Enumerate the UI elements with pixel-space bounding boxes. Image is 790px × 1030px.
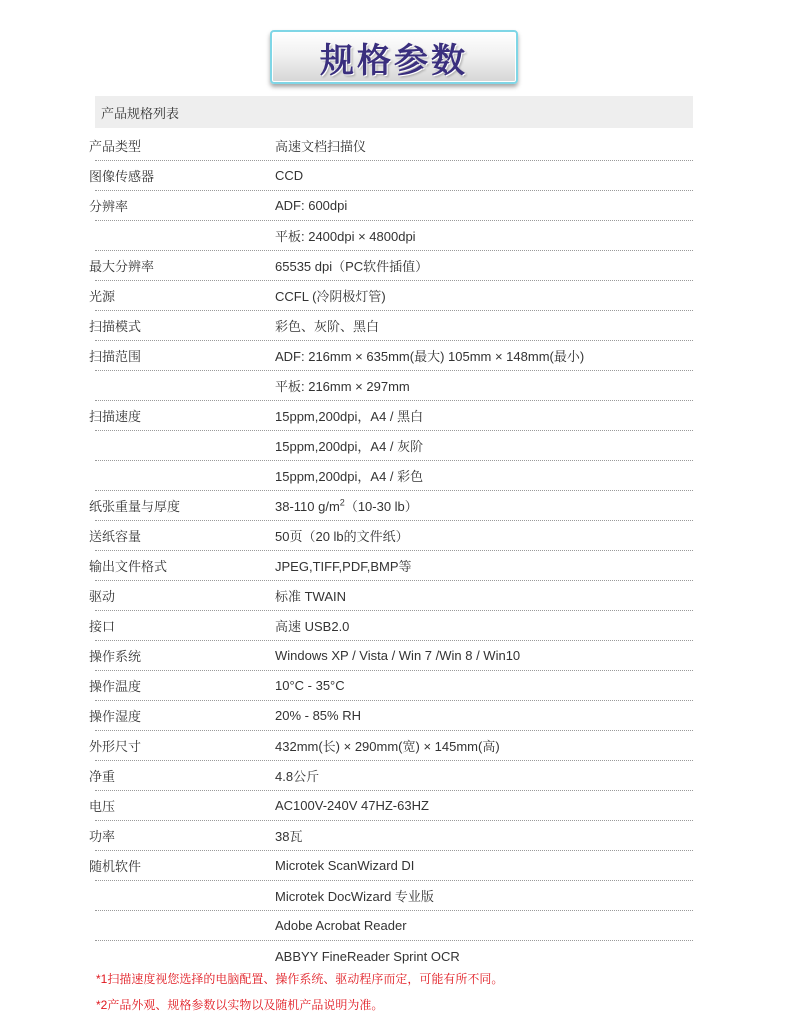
row-label: 外形尺寸 [89, 739, 142, 754]
table-row [95, 941, 693, 971]
row-label: 纸张重量与厚度 [89, 499, 181, 514]
row-value: 平板: 216mm × 297mm [275, 379, 410, 394]
row-value: 38瓦 [275, 829, 303, 844]
value-suffix: （10-30 lb） [344, 499, 418, 514]
row-label: 送纸容量 [89, 529, 142, 544]
row-value: Microtek DocWizard 专业版 [275, 889, 434, 904]
row-label: 随机软件 [89, 859, 142, 874]
row-value: 10°C - 35°C [275, 678, 345, 693]
row-label: 净重 [89, 769, 116, 784]
table-row [95, 461, 693, 491]
table-row [95, 221, 693, 251]
table-row [89, 131, 693, 161]
footnote-2: *2产品外观、规格参数以实物以及随机产品说明为准。 [96, 998, 384, 1012]
row-value: Adobe Acrobat Reader [275, 918, 407, 933]
row-value: ABBYY FineReader Sprint OCR [275, 948, 460, 964]
table-row [95, 431, 693, 461]
row-label: 操作温度 [89, 679, 142, 694]
row-value: ADF: 600dpi [275, 198, 348, 213]
row-value: 432mm(长) × 290mm(宽) × 145mm(高) [275, 739, 500, 754]
row-label: 电压 [89, 799, 116, 814]
row-value: 平板: 2400dpi × 4800dpi [275, 229, 416, 244]
table-row [89, 731, 693, 761]
table-row [89, 191, 693, 221]
table-row [89, 821, 693, 851]
table-row [89, 851, 693, 881]
row-value: Microtek ScanWizard DI [275, 858, 415, 873]
table-row [95, 371, 693, 401]
row-value [275, 496, 693, 515]
row-value: 彩色、灰阶、黑白 [275, 319, 380, 334]
row-label: 接口 [89, 619, 116, 634]
table-row [89, 641, 693, 671]
row-label: 扫描模式 [89, 319, 142, 334]
footnotes [96, 971, 503, 1023]
row-value: CCD [275, 168, 304, 183]
row-label: 驱动 [89, 589, 116, 604]
row-label: 输出文件格式 [89, 559, 168, 574]
row-value: 15ppm,200dpi，A4 / 黑白 [275, 409, 424, 424]
row-label: 分辨率 [89, 199, 129, 214]
table-row [89, 311, 693, 341]
row-value: Windows XP / Vista / Win 7 /Win 8 / Win10 [275, 648, 521, 663]
row-label: 产品类型 [89, 139, 142, 154]
table-row [89, 491, 693, 521]
row-value: 标准 TWAIN [275, 589, 347, 604]
table-header: 产品规格列表 [95, 96, 693, 128]
row-value: 15ppm,200dpi，A4 / 灰阶 [275, 439, 424, 454]
section-banner [270, 30, 518, 84]
value-superscript: 2 [339, 497, 345, 508]
footnote-1: *1扫描速度视您选择的电脑配置、操作系统、驱动程序而定，可能有所不同。 [96, 972, 504, 986]
row-label: 扫描速度 [89, 409, 142, 424]
row-label: 最大分辨率 [89, 259, 155, 274]
table-row [89, 281, 693, 311]
row-label: 扫描范围 [89, 349, 142, 364]
row-value: JPEG,TIFF,PDF,BMP等 [275, 559, 412, 574]
row-value: 高速文档扫描仪 [275, 139, 367, 154]
row-value: ADF: 216mm × 635mm(最大) 105mm × 148mm(最小) [275, 349, 585, 364]
row-value: 高速 USB2.0 [275, 619, 350, 634]
row-label: 功率 [89, 829, 116, 844]
row-value: AC100V-240V 47HZ-63HZ [275, 798, 429, 813]
row-value: 65535 dpi（PC软件插值） [275, 259, 429, 274]
table-row [89, 701, 693, 731]
banner-title: 规格参数 [320, 40, 468, 81]
value-prefix: 38-110 g/m [275, 499, 340, 514]
row-value: CCFL (冷阴极灯管) [275, 289, 386, 304]
row-label: 操作系统 [89, 649, 142, 664]
table-row [89, 761, 693, 791]
table-row [89, 341, 693, 371]
row-value: 15ppm,200dpi，A4 / 彩色 [275, 469, 424, 484]
table-row [95, 881, 693, 911]
table-row [89, 581, 693, 611]
table-row [89, 521, 693, 551]
table-row [89, 401, 693, 431]
row-value: 50页（20 lb的文件纸） [275, 529, 409, 544]
table-row [89, 671, 693, 701]
table-row [89, 161, 693, 191]
row-value: 20% - 85% RH [275, 708, 361, 723]
row-label: 图像传感器 [89, 169, 155, 184]
row-label: 光源 [89, 289, 116, 304]
table-row [89, 251, 693, 281]
table-row [89, 611, 693, 641]
table-row [95, 911, 693, 941]
row-value: 4.8公斤 [275, 769, 320, 784]
table-row [89, 551, 693, 581]
spec-table [89, 131, 693, 971]
table-row [89, 791, 693, 821]
row-label: 操作湿度 [89, 709, 142, 724]
